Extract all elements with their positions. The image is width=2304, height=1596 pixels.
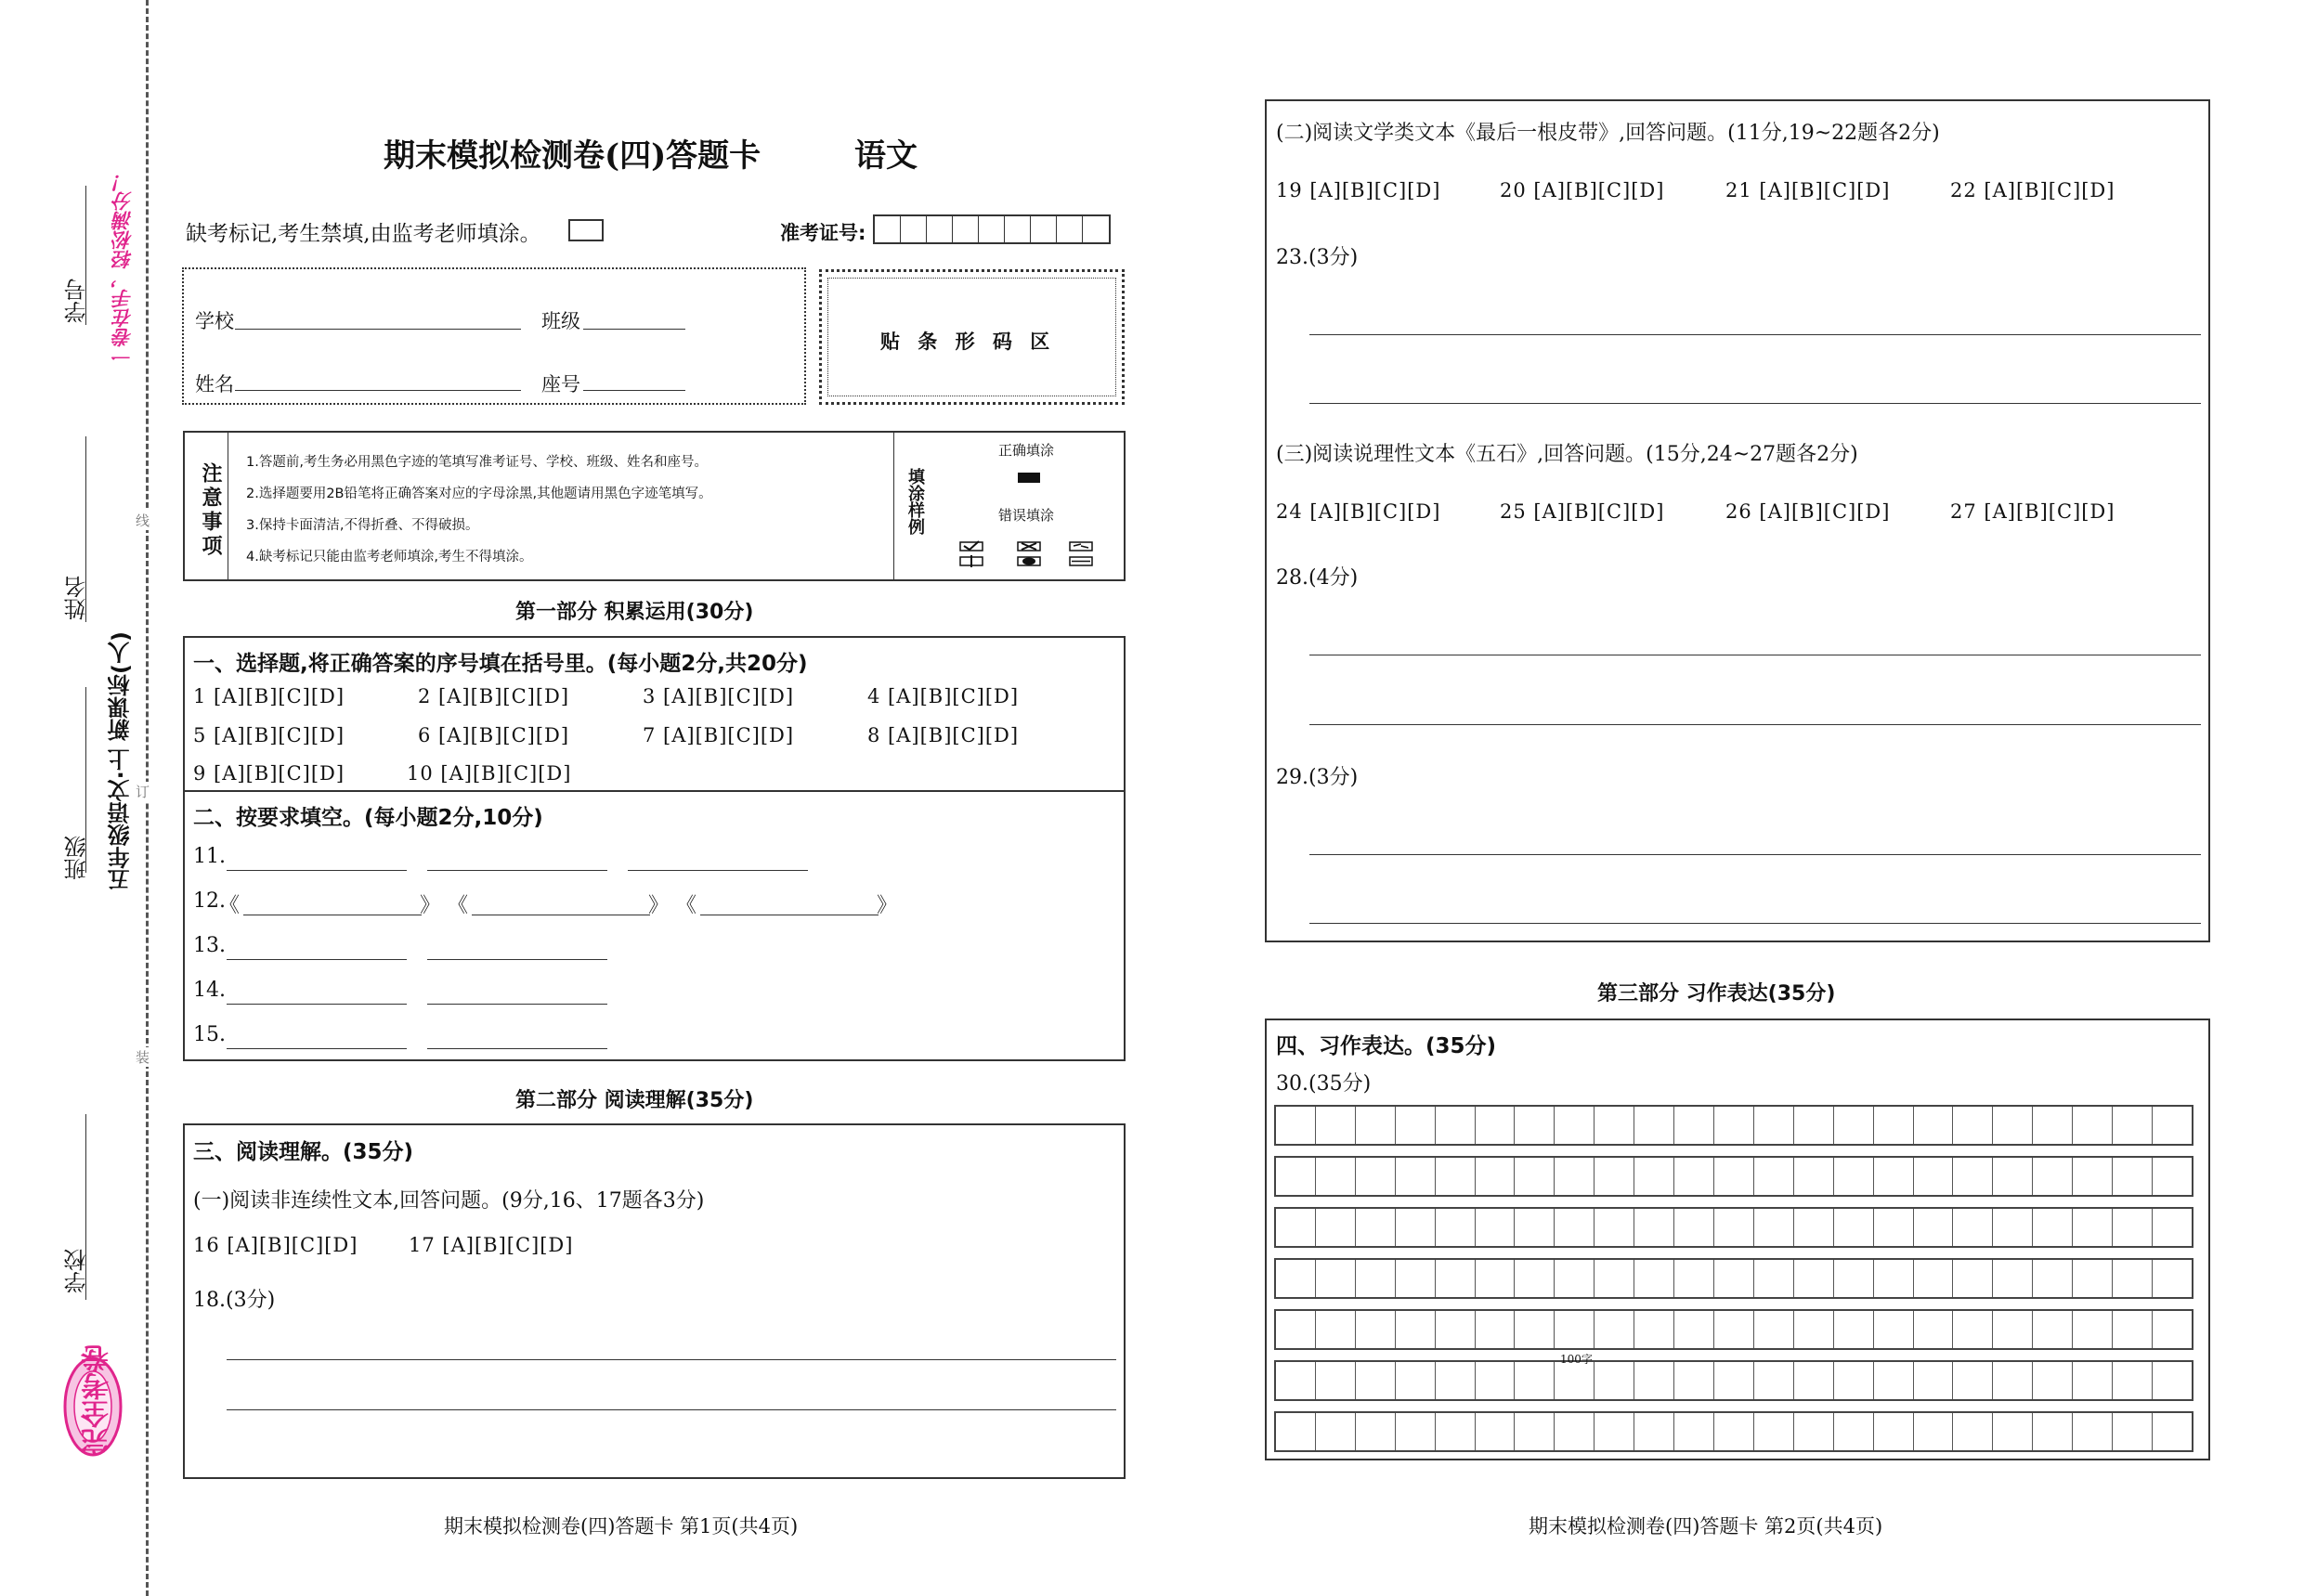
grid-cell[interactable] (1674, 1362, 1714, 1399)
ticket-box[interactable] (927, 216, 953, 242)
grid-cell[interactable] (2113, 1158, 2153, 1195)
grid-cell[interactable] (1595, 1413, 1634, 1450)
grid-cell[interactable] (2113, 1413, 2153, 1450)
brand-logo (58, 1337, 128, 1476)
grid-cell[interactable] (1874, 1311, 1914, 1348)
grid-cell[interactable] (1674, 1311, 1714, 1348)
brand-logo-text: 完全考卷 (82, 1344, 114, 1456)
q18-label: 18.(3分) (193, 1289, 276, 1312)
book-open-1: 《 (219, 894, 241, 917)
mc-q26[interactable]: 26 [A][B][C][D] (1725, 500, 1891, 523)
mc-q2[interactable]: 2 [A][B][C][D] (418, 685, 570, 707)
grid-cell[interactable] (2033, 1209, 2073, 1246)
q18-answer-line-1[interactable] (227, 1359, 1116, 1360)
cut-mark-zhuang: 装 (136, 1049, 150, 1066)
grid-cell[interactable] (1953, 1362, 1993, 1399)
grid-cell[interactable] (2033, 1107, 2073, 1144)
grid-cell[interactable] (1595, 1362, 1634, 1399)
book-close-3: 》 (877, 894, 898, 917)
grid-cell[interactable] (1993, 1158, 2033, 1195)
page-subject: 语文 (854, 137, 918, 175)
grid-cell[interactable] (1953, 1311, 1993, 1348)
ticket-number-boxes[interactable] (873, 214, 1111, 244)
seat-field[interactable] (583, 390, 685, 391)
grid-cell[interactable] (1834, 1158, 1874, 1195)
grid-cell[interactable] (1555, 1107, 1595, 1144)
grid-cell[interactable] (1914, 1413, 1954, 1450)
grid-cell[interactable] (1953, 1413, 1993, 1450)
grid-cell[interactable] (2153, 1260, 2192, 1297)
grid-cell[interactable] (1754, 1311, 1794, 1348)
footer-page1: 期末模拟检测卷(四)答题卡 第1页(共4页) (444, 1515, 799, 1538)
grid-cell[interactable] (1476, 1158, 1516, 1195)
grid-cell[interactable] (1834, 1362, 1874, 1399)
fill-q13-blank-1[interactable] (227, 959, 407, 960)
mc-q10[interactable]: 10 [A][B][C][D] (407, 762, 572, 785)
margin-xuehao-label: 学号 (64, 279, 90, 323)
grid-cell[interactable] (1276, 1158, 1316, 1195)
grid-cell[interactable] (2073, 1260, 2113, 1297)
ticket-box[interactable] (875, 216, 901, 242)
note-item-3: 3.保持卡面清洁,不得折叠、不得破损。 (246, 518, 479, 533)
grid-cell[interactable] (1515, 1362, 1555, 1399)
section3-title: 三、阅读理解。(35分) (193, 1140, 414, 1164)
grid-cell[interactable] (1436, 1260, 1476, 1297)
grid-cell[interactable] (1754, 1260, 1794, 1297)
mc-q6[interactable]: 6 [A][B][C][D] (418, 724, 570, 746)
mc-q9[interactable]: 9 [A][B][C][D] (193, 762, 345, 785)
fill-q12-label: 12. (193, 889, 226, 913)
book-close-1: 》 (420, 894, 441, 917)
fill-sample-label: 填涂样例 (905, 468, 925, 535)
mc-q1[interactable]: 1 [A][B][C][D] (193, 685, 345, 707)
grid-cell[interactable] (1555, 1260, 1595, 1297)
grid-cell[interactable] (1396, 1260, 1436, 1297)
footer-page2: 期末模拟检测卷(四)答题卡 第2页(共4页) (1529, 1515, 1883, 1538)
fill-q14-label: 14. (193, 979, 226, 1002)
fill-wrong-label: 错误填涂 (998, 507, 1055, 524)
grid-cell[interactable] (1914, 1209, 1954, 1246)
page-title: 期末模拟检测卷(四)答题卡 (384, 137, 761, 175)
grid-cell[interactable] (1993, 1311, 2033, 1348)
grid-cell[interactable] (1874, 1158, 1914, 1195)
fill-correct-label: 正确填涂 (998, 442, 1055, 459)
grid-cell[interactable] (1316, 1260, 1356, 1297)
margin-xuehao-line (85, 186, 86, 325)
grid-cell[interactable] (2073, 1107, 2113, 1144)
grid-cell[interactable] (1595, 1158, 1634, 1195)
grid-cell[interactable] (1794, 1311, 1834, 1348)
grid-cell[interactable] (2153, 1158, 2192, 1195)
q28-answer-line-2[interactable] (1309, 724, 2201, 725)
composition-grid[interactable] (1274, 1105, 2193, 1453)
grid-cell[interactable] (2153, 1107, 2192, 1144)
fill-wrong-samples (957, 540, 1105, 568)
grid-cell[interactable] (2033, 1260, 2073, 1297)
grid-cell[interactable] (1476, 1260, 1516, 1297)
grid-cell[interactable] (1634, 1413, 1674, 1450)
grid-cell[interactable] (1914, 1158, 1954, 1195)
grid-cell[interactable] (1276, 1260, 1316, 1297)
grid-cell[interactable] (2073, 1209, 2113, 1246)
mc-q21[interactable]: 21 [A][B][C][D] (1725, 179, 1891, 201)
grid-cell[interactable] (1634, 1158, 1674, 1195)
fill-q15-blank-1[interactable] (227, 1048, 407, 1049)
grid-cell[interactable] (1634, 1362, 1674, 1399)
q30-label: 30.(35分) (1276, 1072, 1372, 1096)
margin-xingming-line (85, 436, 86, 622)
grid-cell[interactable] (1754, 1413, 1794, 1450)
grid-cell[interactable] (1634, 1311, 1674, 1348)
grid-cell[interactable] (2073, 1158, 2113, 1195)
grid-cell[interactable] (1396, 1413, 1436, 1450)
q23-answer-line-2[interactable] (1309, 403, 2201, 404)
school-label: 学校 (195, 310, 234, 332)
mc-q22[interactable]: 22 [A][B][C][D] (1950, 179, 2115, 201)
fill-q13-label: 13. (193, 934, 226, 957)
mc-q7[interactable]: 7 [A][B][C][D] (643, 724, 795, 746)
grid-cell[interactable] (1595, 1260, 1634, 1297)
q23-answer-line-1[interactable] (1309, 334, 2201, 335)
grid-cell[interactable] (1515, 1260, 1555, 1297)
grid-cell[interactable] (1476, 1107, 1516, 1144)
grid-cell[interactable] (1276, 1209, 1316, 1246)
q29-answer-line-1[interactable] (1309, 854, 2201, 855)
grid-cell[interactable] (1515, 1209, 1555, 1246)
name-field[interactable] (235, 390, 521, 391)
grid-cell[interactable] (1674, 1158, 1714, 1195)
q29-label: 29.(3分) (1276, 766, 1359, 789)
grid-cell[interactable] (1794, 1209, 1834, 1246)
grid-cell[interactable] (1874, 1413, 1914, 1450)
grid-cell[interactable] (1794, 1107, 1834, 1144)
grid-cell[interactable] (1834, 1107, 1874, 1144)
grid-cell[interactable] (1914, 1362, 1954, 1399)
grid-cell[interactable] (1476, 1362, 1516, 1399)
grid-cell[interactable] (1754, 1107, 1794, 1144)
grid-cell[interactable] (1595, 1209, 1634, 1246)
grid-cell[interactable] (1356, 1158, 1396, 1195)
grid-cell[interactable] (1316, 1158, 1356, 1195)
grid-cell[interactable] (2113, 1362, 2153, 1399)
grid-cell[interactable] (1953, 1260, 1993, 1297)
grid-cell[interactable] (1436, 1107, 1476, 1144)
notes-title: 注意事项 (199, 462, 222, 559)
grid-cell[interactable] (1674, 1413, 1714, 1450)
ticket-box[interactable] (1005, 216, 1031, 242)
cut-mark-xian: 线 (136, 513, 150, 529)
part1-title: 第一部分 积累运用(30分) (515, 601, 754, 624)
grid-cell[interactable] (1714, 1209, 1754, 1246)
grid-cell[interactable] (1436, 1413, 1476, 1450)
grid-cell[interactable] (1714, 1107, 1754, 1144)
grid-row[interactable] (1274, 1156, 2193, 1197)
reading-sub2: (二)阅读文学类文本《最后一根皮带》,回答问题。(11分,19~22题各2分) (1276, 122, 1940, 145)
grid-cell[interactable] (1316, 1209, 1356, 1246)
grid-cell[interactable] (1674, 1107, 1714, 1144)
grid-cell[interactable] (1634, 1260, 1674, 1297)
grid-cell[interactable] (1276, 1413, 1316, 1450)
grid-row[interactable] (1274, 1258, 2193, 1299)
grid-cell[interactable] (2113, 1260, 2153, 1297)
grid-cell[interactable] (1953, 1107, 1993, 1144)
grid-cell[interactable] (1356, 1413, 1396, 1450)
grid-cell[interactable] (2073, 1413, 2113, 1450)
grid-cell[interactable] (1714, 1311, 1754, 1348)
grid-cell[interactable] (1993, 1107, 2033, 1144)
class-label: 班级 (541, 310, 580, 332)
fill-q14-blank-1[interactable] (227, 1004, 407, 1005)
grid-cell[interactable] (2033, 1158, 2073, 1195)
grid-cell[interactable] (1356, 1209, 1396, 1246)
mc-q24[interactable]: 24 [A][B][C][D] (1276, 500, 1441, 523)
grid-cell[interactable] (1634, 1107, 1674, 1144)
grid-cell[interactable] (1874, 1260, 1914, 1297)
grid-cell[interactable] (2033, 1311, 2073, 1348)
ticket-box[interactable] (979, 216, 1005, 242)
mc-q5[interactable]: 5 [A][B][C][D] (193, 724, 345, 746)
grid-cell[interactable] (1914, 1260, 1954, 1297)
grid-cell[interactable] (1356, 1107, 1396, 1144)
ticket-box[interactable] (901, 216, 927, 242)
ticket-box[interactable] (953, 216, 979, 242)
grid-cell[interactable] (1834, 1413, 1874, 1450)
grid-cell[interactable] (1396, 1158, 1436, 1195)
grid-cell[interactable] (1276, 1107, 1316, 1144)
grid-cell[interactable] (1515, 1413, 1555, 1450)
grid-cell[interactable] (1993, 1260, 2033, 1297)
note-item-4: 4.缺考标记只能由监考老师填涂,考生不得填涂。 (246, 550, 533, 564)
note-item-2: 2.选择题要用2B铅笔将正确答案对应的字母涂黑,其他题请用黑色字迹笔填写。 (246, 487, 712, 501)
grid-cell[interactable] (1316, 1413, 1356, 1450)
grid-cell[interactable] (1993, 1362, 2033, 1399)
grid-cell[interactable] (1436, 1311, 1476, 1348)
note-item-1: 1.答题前,考生务必用黑色字迹的笔填写准考证号、学校、班级、姓名和座号。 (246, 455, 708, 470)
grid-cell[interactable] (1595, 1311, 1634, 1348)
grid-row[interactable] (1274, 1360, 2193, 1401)
reading-sub1: (一)阅读非连续性文本,回答问题。(9分,16、17题各3分) (193, 1189, 705, 1213)
fill-q14-blank-2[interactable] (427, 1004, 607, 1005)
grid-cell[interactable] (2033, 1362, 2073, 1399)
grid-cell[interactable] (1436, 1362, 1476, 1399)
grid-cell[interactable] (1993, 1413, 2033, 1450)
fill-q11-blank-3[interactable] (628, 870, 808, 871)
grid-cell[interactable] (1874, 1209, 1914, 1246)
book-close-2: 》 (648, 894, 670, 917)
margin-slogan: 一卷在手，轻松满分！ (111, 172, 135, 367)
grid-cell[interactable] (1555, 1209, 1595, 1246)
part3-title: 第三部分 习作表达(35分) (1597, 982, 1836, 1006)
grid-cell[interactable] (1714, 1362, 1754, 1399)
ticket-box[interactable] (1057, 216, 1083, 242)
grid-cell[interactable] (2153, 1209, 2192, 1246)
grid-cell[interactable] (1436, 1209, 1476, 1246)
class-field[interactable] (583, 329, 685, 330)
grid-cell[interactable] (1714, 1158, 1754, 1195)
margin-banji-line (85, 687, 86, 873)
grid-cell[interactable] (2073, 1362, 2113, 1399)
grid-cell[interactable] (1993, 1209, 2033, 1246)
grid-cell[interactable] (1436, 1158, 1476, 1195)
grid-100-char-mark: 100字 (1560, 1353, 1593, 1366)
grid-cell[interactable] (2073, 1311, 2113, 1348)
absent-note: 缺考标记,考生禁填,由监考老师填涂。 (186, 222, 541, 246)
grid-cell[interactable] (1674, 1209, 1714, 1246)
grid-row[interactable] (1274, 1411, 2193, 1452)
mc-q16[interactable]: 16 [A][B][C][D] (193, 1234, 358, 1256)
grid-cell[interactable] (1953, 1209, 1993, 1246)
margin-banji-label: 班级 (64, 836, 90, 880)
grid-cell[interactable] (1794, 1260, 1834, 1297)
cut-mark-ding: 订 (136, 784, 150, 800)
book-open-2: 《 (448, 894, 469, 917)
grid-cell[interactable] (2153, 1362, 2192, 1399)
grid-cell[interactable] (1396, 1107, 1436, 1144)
grid-cell[interactable] (1834, 1260, 1874, 1297)
grid-cell[interactable] (1555, 1362, 1595, 1399)
notes-divider-right (893, 431, 894, 581)
grid-cell[interactable] (1754, 1362, 1794, 1399)
grid-cell[interactable] (1595, 1107, 1634, 1144)
grid-cell[interactable] (1316, 1362, 1356, 1399)
grid-cell[interactable] (1515, 1107, 1555, 1144)
grid-cell[interactable] (1874, 1107, 1914, 1144)
ticket-box[interactable] (1031, 216, 1057, 242)
fill-q11-label: 11. (193, 845, 226, 868)
q29-answer-line-2[interactable] (1309, 923, 2201, 924)
margin-xuexiao-label: 学校 (64, 1249, 90, 1293)
grid-cell[interactable] (1953, 1158, 1993, 1195)
grid-cell[interactable] (1515, 1158, 1555, 1195)
q28-label: 28.(4分) (1276, 566, 1359, 590)
grid-cell[interactable] (2153, 1311, 2192, 1348)
fill-q15-blank-2[interactable] (427, 1048, 607, 1049)
grid-cell[interactable] (1555, 1311, 1595, 1348)
grid-cell[interactable] (1914, 1311, 1954, 1348)
grid-cell[interactable] (1396, 1311, 1436, 1348)
fill-q11-blank-1[interactable] (227, 870, 407, 871)
name-label: 姓名 (195, 373, 234, 396)
grid-cell[interactable] (1476, 1413, 1516, 1450)
section2-title: 二、按要求填空。(每小题2分,10分) (193, 806, 543, 830)
grid-cell[interactable] (2113, 1311, 2153, 1348)
grid-cell[interactable] (1794, 1158, 1834, 1195)
mc-q19[interactable]: 19 [A][B][C][D] (1276, 179, 1441, 201)
grid-row[interactable] (1274, 1309, 2193, 1350)
grid-cell[interactable] (1834, 1209, 1874, 1246)
fill-q15-label: 15. (193, 1023, 226, 1046)
grid-cell[interactable] (1356, 1362, 1396, 1399)
grid-cell[interactable] (1276, 1311, 1316, 1348)
mc-q25[interactable]: 25 [A][B][C][D] (1500, 500, 1665, 523)
mc-q3[interactable]: 3 [A][B][C][D] (643, 685, 795, 707)
part2-title: 第二部分 阅读理解(35分) (515, 1089, 754, 1112)
grid-cell[interactable] (1674, 1260, 1714, 1297)
grid-cell[interactable] (1794, 1362, 1834, 1399)
grid-cell[interactable] (1555, 1158, 1595, 1195)
grid-cell[interactable] (1874, 1362, 1914, 1399)
grid-cell[interactable] (1396, 1209, 1436, 1246)
section1-title: 一、选择题,将正确答案的序号填在括号里。(每小题2分,共20分) (193, 652, 808, 676)
grid-cell[interactable] (1714, 1260, 1754, 1297)
margin-xingming-label: 姓名 (64, 576, 90, 620)
grid-cell[interactable] (1515, 1311, 1555, 1348)
grid-cell[interactable] (1316, 1107, 1356, 1144)
fill-q13-blank-2[interactable] (427, 959, 607, 960)
grid-cell[interactable] (1754, 1158, 1794, 1195)
seat-label: 座号 (541, 373, 580, 396)
fill-q11-blank-2[interactable] (427, 870, 607, 871)
margin-subject-line: 五年级语文·上 新课标(人) (108, 631, 134, 891)
mc-q27[interactable]: 27 [A][B][C][D] (1950, 500, 2115, 523)
barcode-label: 贴 条 形 码 区 (880, 330, 1056, 353)
grid-row[interactable] (1274, 1207, 2193, 1248)
fill-correct-sample (1018, 473, 1040, 483)
section3-box (183, 1123, 1126, 1479)
student-info-box (182, 267, 806, 405)
grid-cell[interactable] (2113, 1107, 2153, 1144)
grid-cell[interactable] (1634, 1209, 1674, 1246)
q23-label: 23.(3分) (1276, 246, 1359, 269)
absent-checkbox[interactable] (568, 219, 604, 241)
mc-q4[interactable]: 4 [A][B][C][D] (867, 685, 1020, 707)
grid-cell[interactable] (2113, 1209, 2153, 1246)
grid-cell[interactable] (1834, 1311, 1874, 1348)
mc-q17[interactable]: 17 [A][B][C][D] (409, 1234, 574, 1256)
grid-cell[interactable] (1316, 1311, 1356, 1348)
book-open-3: 《 (676, 894, 697, 917)
margin-xuexiao-line (85, 1114, 86, 1300)
school-field[interactable] (235, 329, 521, 330)
section4-title: 四、习作表达。(35分) (1276, 1034, 1497, 1058)
grid-cell[interactable] (1476, 1209, 1516, 1246)
reading-sub3: (三)阅读说理性文本《五石》,回答问题。(15分,24~27题各2分) (1276, 443, 1858, 466)
mc-q20[interactable]: 20 [A][B][C][D] (1500, 179, 1665, 201)
grid-cell[interactable] (1396, 1362, 1436, 1399)
mc-q8[interactable]: 8 [A][B][C][D] (867, 724, 1020, 746)
grid-cell[interactable] (1276, 1362, 1316, 1399)
grid-cell[interactable] (1714, 1413, 1754, 1450)
q18-answer-line-2[interactable] (227, 1409, 1116, 1410)
grid-cell[interactable] (1476, 1311, 1516, 1348)
grid-row[interactable] (1274, 1105, 2193, 1146)
grid-cell[interactable] (1555, 1413, 1595, 1450)
ticket-box[interactable] (1083, 216, 1109, 242)
grid-cell[interactable] (1356, 1260, 1396, 1297)
grid-cell[interactable] (1914, 1107, 1954, 1144)
grid-cell[interactable] (1754, 1209, 1794, 1246)
grid-cell[interactable] (2033, 1413, 2073, 1450)
ticket-label: 准考证号: (780, 222, 866, 244)
grid-cell[interactable] (2153, 1413, 2192, 1450)
grid-cell[interactable] (1356, 1311, 1396, 1348)
grid-cell[interactable] (1794, 1413, 1834, 1450)
